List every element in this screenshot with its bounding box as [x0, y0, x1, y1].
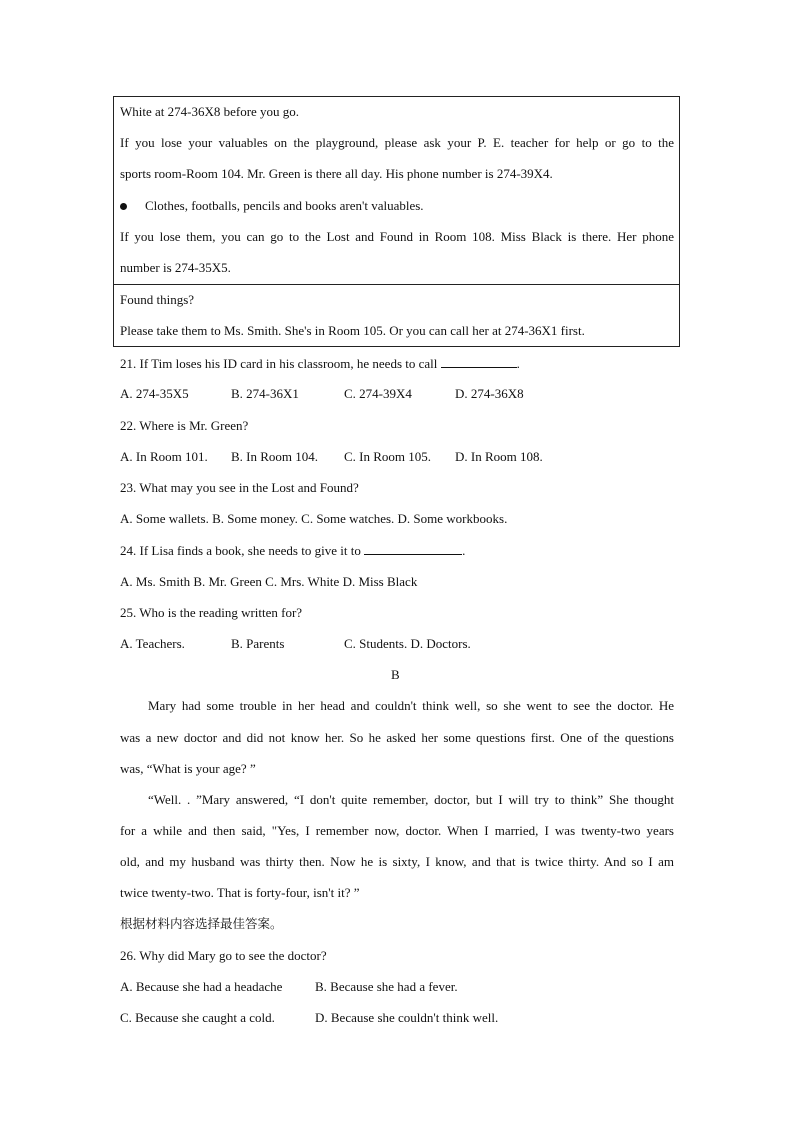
options-line: A. Some wallets. B. Some money. C. Some watches. D. Some workbooks.	[120, 511, 508, 526]
option-c-d: C. Students. D. Doctors.	[344, 636, 471, 651]
bullet-icon	[120, 203, 127, 210]
notice-line: Please take them to Ms. Smith. She's in Room 105. Or you can call her at 274-36X1 first.	[120, 323, 585, 338]
question-stem: 21. If Tim loses his ID card in his classroom, he needs to call	[120, 356, 438, 371]
notice-subheading: Found things?	[120, 292, 195, 307]
option-a: A. In Room 101.	[120, 449, 208, 464]
question-stem-end: .	[516, 356, 520, 371]
section-heading: B	[391, 667, 400, 682]
option-b: B. Because she had a fever.	[315, 979, 458, 994]
option-b: B. Parents	[231, 636, 285, 651]
question-26: 26. Why did Mary go to see the doctor?	[120, 948, 327, 963]
option-d: D. Because she couldn't think well.	[315, 1010, 499, 1025]
options-line: A. Ms. Smith B. Mr. Green C. Mrs. White D. Miss Black	[120, 574, 418, 589]
question-21	[120, 355, 520, 372]
option-a: A. Teachers.	[120, 636, 185, 651]
option-a: A. 274-35X5	[120, 386, 189, 401]
option-b: B. 274-36X1	[231, 386, 299, 401]
question-22: 22. Where is Mr. Green?	[120, 418, 249, 433]
notice-divider	[114, 284, 679, 285]
notice-line: sports room-Room 104. Mr. Green is there all day. His phone number is 274-39X4.	[120, 166, 553, 181]
passage-line: “Well. . ”Mary answered, “I don't quite remember, doctor, but I will try to think” She thought	[148, 792, 674, 807]
option-c: C. In Room 105.	[344, 449, 432, 464]
question-stem-end: .	[462, 543, 466, 558]
question-25: 25. Who is the reading written for?	[120, 605, 303, 620]
option-d: D. In Room 108.	[455, 449, 543, 464]
question-23: 23. What may you see in the Lost and Found?	[120, 480, 359, 495]
answer-blank	[364, 542, 462, 555]
instruction: 根据材料内容选择最佳答案。	[120, 916, 283, 931]
option-a: A. Because she had a headache	[120, 979, 283, 994]
option-b: B. In Room 104.	[231, 449, 319, 464]
notice-line: Clothes, footballs, pencils and books aren't valuables.	[145, 198, 424, 213]
answer-blank	[441, 355, 517, 368]
passage-line: twice twenty-two. That is forty-four, isn't it? ”	[120, 885, 360, 900]
passage-line: was a new doctor and did not know her. So he asked her some questions first. One of the questions	[120, 730, 674, 745]
notice-line: If you lose your valuables on the playground, please ask your P. E. teacher for help or go to the	[120, 135, 674, 150]
notice-bullet-line	[120, 198, 424, 214]
question-24	[120, 542, 465, 559]
notice-line: If you lose them, you can go to the Lost and Found in Room 108. Miss Black is there. Her phone	[120, 229, 674, 244]
notice-line: number is 274-35X5.	[120, 260, 231, 275]
option-d: D. 274-36X8	[455, 386, 524, 401]
option-c: C. 274-39X4	[344, 386, 412, 401]
passage-line: was, “What is your age? ”	[120, 761, 256, 776]
passage-line: old, and my husband was thirty then. Now he is sixty, I know, and that is twice thirty. And so I am	[120, 854, 674, 869]
notice-box	[113, 96, 680, 347]
notice-line: White at 274-36X8 before you go.	[120, 104, 300, 119]
question-stem: 24. If Lisa finds a book, she needs to give it to	[120, 543, 361, 558]
option-c: C. Because she caught a cold.	[120, 1010, 275, 1025]
passage-line: for a while and then said, "Yes, I remember now, doctor. When I married, I was twenty-two years	[120, 823, 674, 838]
passage-line: Mary had some trouble in her head and couldn't think well, so she went to see the doctor. He	[148, 698, 674, 713]
